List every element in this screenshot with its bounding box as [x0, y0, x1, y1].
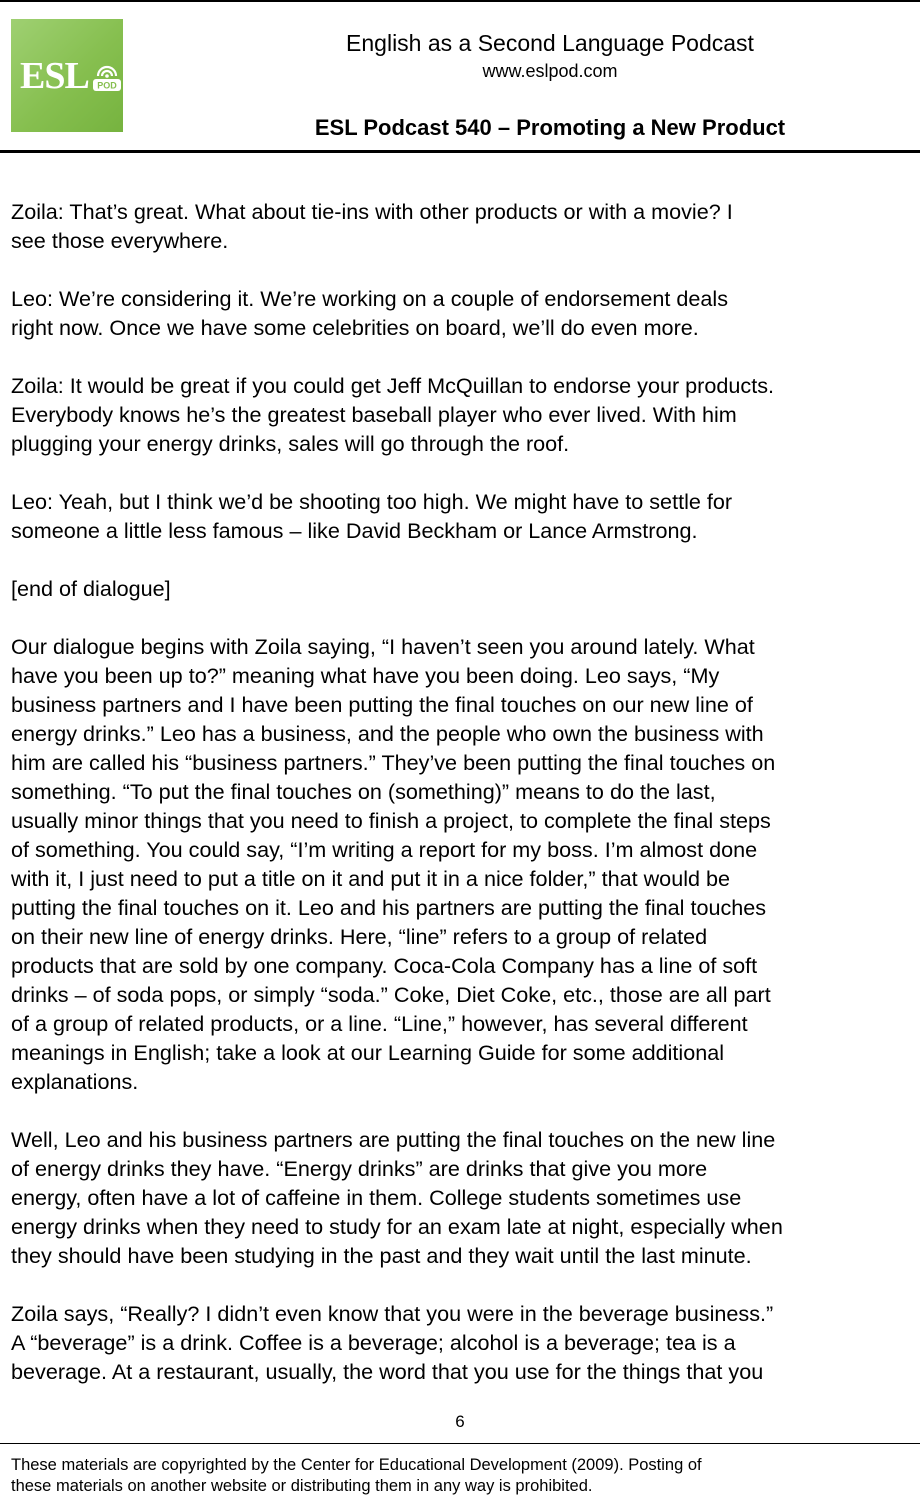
text-line: usually minor things that you need to finish a project, to complete the final steps [11, 808, 771, 833]
paragraph [11, 197, 916, 255]
text-line: Zoila: That’s great. What about tie-ins with other products or with a movie? I [11, 199, 733, 224]
paragraph [11, 1299, 916, 1386]
text-line: him are called his “business partners.” They’ve been putting the final touches on [11, 750, 776, 775]
logo-badge-text: POD [97, 80, 117, 91]
text-line: products that are sold by one company. Coca-Cola Company has a line of soft [11, 953, 758, 978]
text-line: of a group of related products, or a line. “Line,” however, has several different [11, 1011, 748, 1036]
text-line: right now. Once we have some celebrities on board, we’ll do even more. [11, 315, 699, 340]
footer-rule [0, 1443, 920, 1444]
paragraph [11, 632, 916, 1096]
page-number: 6 [455, 1412, 465, 1431]
text-line: plugging your energy drinks, sales will go through the roof. [11, 431, 570, 456]
text-line: see those everywhere. [11, 228, 229, 253]
text-line: drinks – of soda pops, or simply “soda.” Coke, Diet Coke, etc., those are all part [11, 982, 771, 1007]
document-body [11, 197, 916, 1415]
text-line: Well, Leo and his business partners are putting the final touches on the new line [11, 1127, 776, 1152]
text-line: Zoila says, “Really? I didn’t even know that you were in the beverage business.” [11, 1301, 774, 1326]
text-line: Leo: We’re considering it. We’re working on a couple of endorsement deals [11, 286, 728, 311]
footer-line: these materials on another website or distributing them in any way is prohibited. [11, 1477, 593, 1495]
text-line: of something. You could say, “I’m writing a report for my boss. I’m almost done [11, 837, 758, 862]
text-line: Zoila: It would be great if you could get Jeff McQuillan to endorse your products. [11, 373, 774, 398]
text-line: energy drinks when they need to study for an exam late at night, especially when [11, 1214, 783, 1239]
copyright-footer [11, 1455, 911, 1497]
text-line: business partners and I have been putting the final touches on our new line of [11, 692, 753, 717]
text-line: A “beverage” is a drink. Coffee is a beverage; alcohol is a beverage; tea is a [11, 1330, 736, 1355]
text-line: energy, often have a lot of caffeine in them. College students sometimes use [11, 1185, 742, 1210]
episode-title: ESL Podcast 540 – Promoting a New Product [314, 115, 786, 140]
podcast-url: www.eslpod.com [482, 61, 618, 81]
text-line: beverage. At a restaurant, usually, the word that you use for the things that you [11, 1359, 764, 1384]
logo-text: ESL [20, 55, 89, 97]
text-line: energy drinks.” Leo has a business, and the people who own the business with [11, 721, 764, 746]
text-line: explanations. [11, 1069, 139, 1094]
text-line: Our dialogue begins with Zoila saying, “I haven’t seen you around lately. What [11, 634, 755, 659]
header-rule [0, 150, 920, 153]
text-line: [end of dialogue] [11, 576, 171, 601]
paragraph [11, 1125, 916, 1270]
text-line: of energy drinks they have. “Energy drinks” are drinks that give you more [11, 1156, 708, 1181]
podcast-title: English as a Second Language Podcast [346, 30, 754, 56]
footer-line: These materials are copyrighted by the Center for Educational Development (2009). Posting of [11, 1456, 702, 1474]
paragraph [11, 574, 916, 603]
text-line: have you been up to?” meaning what have you been doing. Leo says, “My [11, 663, 720, 688]
text-line: they should have been studying in the past and they wait until the last minute. [11, 1243, 752, 1268]
text-line: on their new line of energy drinks. Here, “line” refers to a group of related [11, 924, 708, 949]
podcast-badge-icon [90, 63, 124, 93]
paragraph [11, 487, 916, 545]
text-line: putting the final touches on it. Leo and his partners are putting the final touches [11, 895, 767, 920]
text-line: meanings in English; take a look at our Learning Guide for some additional [11, 1040, 725, 1065]
paragraph [11, 284, 916, 342]
text-line: Leo: Yeah, but I think we’d be shooting too high. We might have to settle for [11, 489, 733, 514]
top-rule [0, 0, 920, 2]
text-line: with it, I just need to put a title on it and put it in a nice folder,” that would be [11, 866, 731, 891]
text-line: Everybody knows he’s the greatest baseball player who ever lived. With him [11, 402, 737, 427]
text-line: something. “To put the final touches on (something)” means to do the last, [11, 779, 716, 804]
eslpod-logo [11, 19, 123, 132]
text-line: someone a little less famous – like David Beckham or Lance Armstrong. [11, 518, 698, 543]
paragraph [11, 371, 916, 458]
